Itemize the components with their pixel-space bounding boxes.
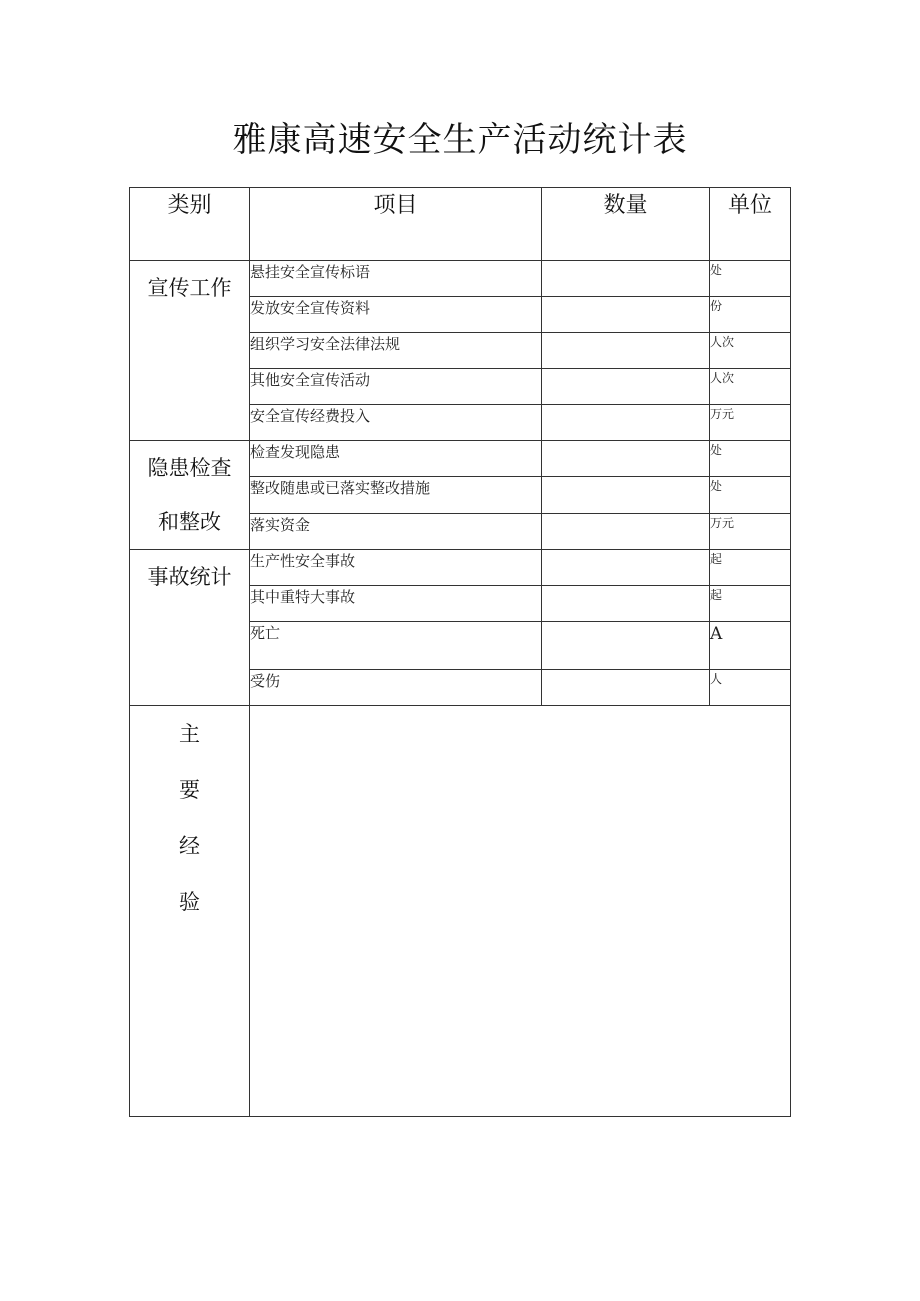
category-cell-publicity (130, 261, 250, 441)
quantity-cell[interactable] (542, 261, 710, 297)
quantity-cell[interactable] (542, 333, 710, 369)
quantity-cell[interactable] (542, 622, 710, 670)
unit-cell: 处 (710, 441, 791, 477)
experience-row (130, 706, 791, 1117)
quantity-cell[interactable] (542, 477, 710, 513)
item-cell: 死亡 (250, 622, 542, 670)
unit-cell: 万元 (710, 405, 791, 441)
table-row (130, 261, 791, 297)
unit-cell: 处 (710, 477, 791, 513)
experience-label-char: 经 (179, 834, 200, 858)
item-cell: 其中重特大事故 (250, 586, 542, 622)
category-cell-accident (130, 550, 250, 706)
quantity-cell[interactable] (542, 405, 710, 441)
header-unit: 单位 (710, 188, 791, 261)
category-line: 隐患检查 (147, 456, 232, 480)
category-line: 宣传工作 (147, 276, 232, 300)
quantity-cell[interactable] (542, 297, 710, 333)
item-cell: 发放安全宣传资料 (250, 297, 542, 333)
unit-cell: 人 (710, 670, 791, 706)
item-cell: 悬挂安全宣传标语 (250, 261, 542, 297)
unit-cell: 起 (710, 550, 791, 586)
quantity-cell[interactable] (542, 441, 710, 477)
experience-label-char: 验 (179, 890, 200, 914)
table-header-row (130, 188, 791, 261)
item-cell: 受伤 (250, 670, 542, 706)
category-line: 事故统计 (147, 565, 232, 589)
quantity-cell[interactable] (542, 586, 710, 622)
unit-cell: A (710, 622, 791, 670)
unit-cell: 万元 (710, 513, 791, 549)
quantity-cell[interactable] (542, 550, 710, 586)
category-cell-hazard (130, 441, 250, 550)
item-cell: 组织学习安全法律法规 (250, 333, 542, 369)
quantity-cell[interactable] (542, 369, 710, 405)
header-quantity: 数量 (542, 188, 710, 261)
item-cell: 检查发现隐患 (250, 441, 542, 477)
item-cell: 落实资金 (250, 513, 542, 549)
quantity-cell[interactable] (542, 513, 710, 549)
unit-cell: 人次 (710, 369, 791, 405)
page-title: 雅康高速安全生产活动统计表 (232, 120, 688, 160)
unit-cell: 份 (710, 297, 791, 333)
unit-cell: 处 (710, 261, 791, 297)
unit-cell: 起 (710, 586, 791, 622)
table-row (130, 441, 791, 477)
header-category: 类别 (130, 188, 250, 261)
item-cell: 安全宣传经费投入 (250, 405, 542, 441)
unit-cell: 人次 (710, 333, 791, 369)
experience-label-char: 主 (179, 722, 200, 746)
item-cell: 其他安全宣传活动 (250, 369, 542, 405)
item-cell: 整改随患或已落实整改措施 (250, 477, 542, 513)
table-row (130, 550, 791, 586)
experience-content[interactable] (250, 706, 791, 1117)
experience-label-char: 要 (179, 778, 200, 802)
header-item: 项目 (250, 188, 542, 261)
category-line: 和整改 (158, 510, 221, 534)
experience-label (130, 706, 250, 1117)
quantity-cell[interactable] (542, 670, 710, 706)
item-cell: 生产性安全事故 (250, 550, 542, 586)
statistics-table (129, 187, 791, 1117)
